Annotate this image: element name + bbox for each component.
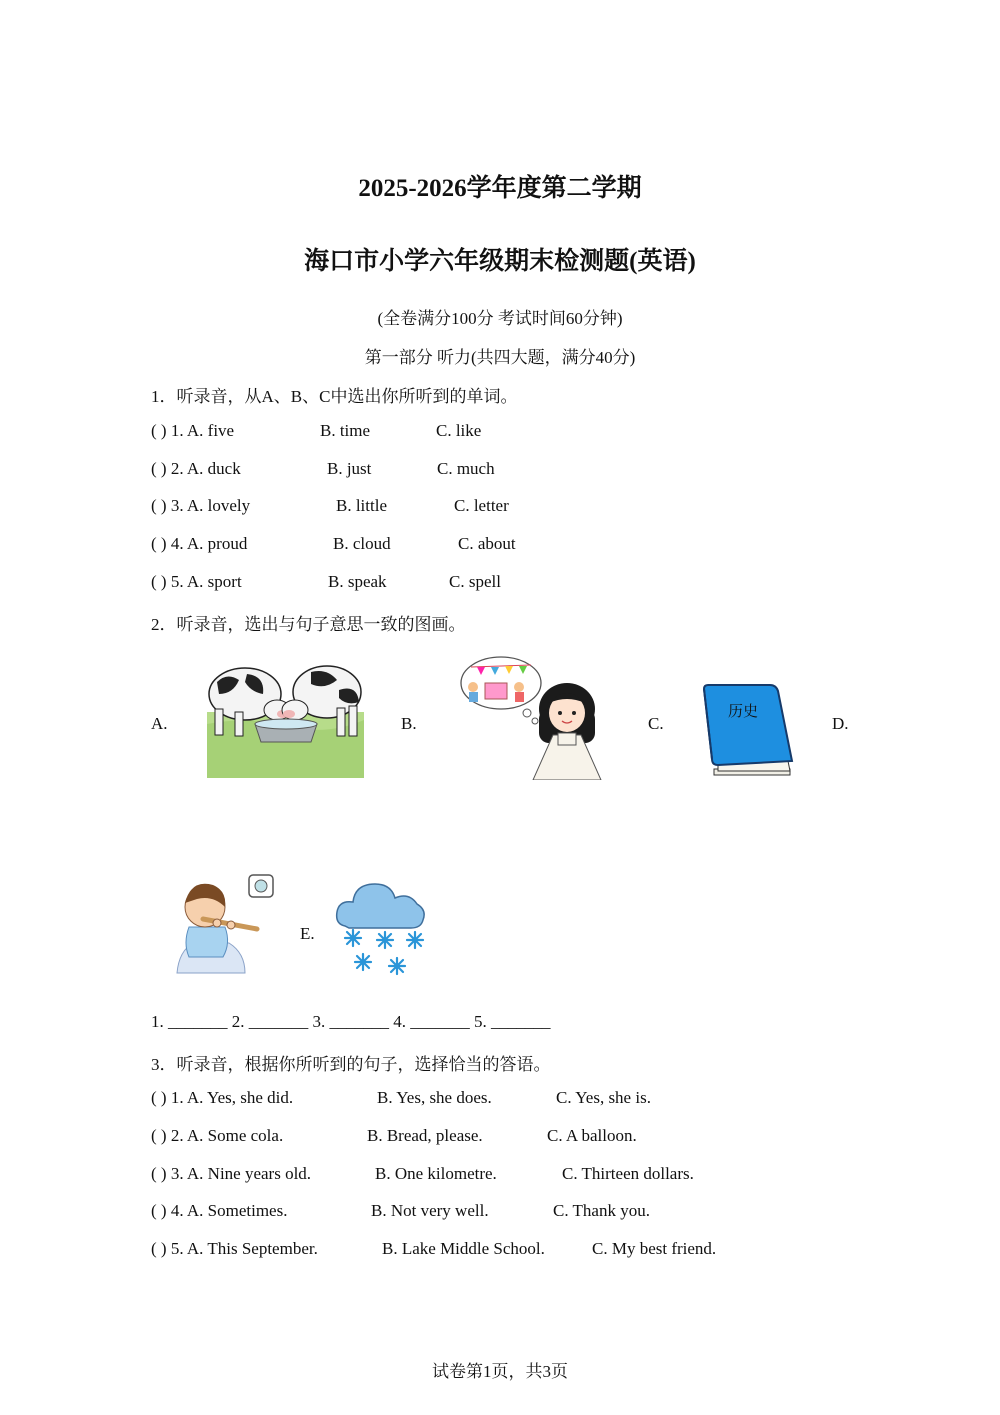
section2-heading: 2．听录音，选出与句子意思一致的图画。: [151, 615, 466, 634]
s1-q5-option-b: B. speak: [328, 572, 387, 591]
picture-label-c: C.: [648, 714, 664, 733]
history-book-picture: [700, 683, 794, 778]
snow-cloud-picture: [335, 876, 428, 976]
s3-q5-option-b: B. Lake Middle School.: [382, 1239, 545, 1258]
s3-q2-option-b: B. Bread, please.: [367, 1126, 483, 1145]
s1-q1-option-b: B. time: [320, 421, 371, 440]
part-one-heading: 第一部分 听力(共四大题，满分40分): [364, 348, 636, 367]
s3-q2-option-a: ( ) 2. A. Some cola.: [151, 1126, 284, 1145]
exam-info: (全卷满分100分 考试时间60分钟): [377, 309, 623, 328]
s3-q5-option-c: C. My best friend.: [592, 1239, 717, 1258]
s3-q3-option-a: ( ) 3. A. Nine years old.: [151, 1164, 312, 1183]
page-footer: 试卷第1页，共3页: [432, 1362, 568, 1381]
s3-q3-option-b: B. One kilometre.: [375, 1164, 497, 1183]
s1-q3-option-b: B. little: [336, 496, 387, 515]
girl-thinking-party-picture: [457, 653, 607, 780]
s3-q4-option-a: ( ) 4. A. Sometimes.: [151, 1201, 288, 1220]
s1-q5-option-c: C. spell: [449, 572, 501, 591]
section1-heading: 1．听录音，从A、B、C中选出你所听到的单词。: [151, 387, 518, 406]
s3-q3-option-c: C. Thirteen dollars.: [562, 1164, 694, 1183]
cows-drinking-picture: [207, 654, 364, 778]
s3-q4-option-c: C. Thank you.: [553, 1201, 650, 1220]
s1-q1-option-c: C. like: [436, 421, 482, 440]
s1-q2-option-b: B. just: [327, 459, 372, 478]
section3-heading: 3．听录音，根据你所听到的句子，选择恰当的答语。: [151, 1055, 551, 1074]
exam-title-subject: 海口市小学六年级期末检测题(英语): [304, 248, 696, 275]
s1-q3-option-a: ( ) 3. A. lovely: [151, 496, 251, 515]
s1-q2-option-c: C. much: [437, 459, 495, 478]
s1-q4-option-b: B. cloud: [333, 534, 391, 553]
s3-q1-option-c: C. Yes, she is.: [556, 1088, 651, 1107]
s1-q2-option-a: ( ) 2. A. duck: [151, 459, 241, 478]
s3-q5-option-a: ( ) 5. A. This September.: [151, 1239, 318, 1258]
picture-label-d: D.: [832, 714, 849, 733]
s3-q1-option-a: ( ) 1. A. Yes, she did.: [151, 1088, 294, 1107]
s1-q1-option-a: ( ) 1. A. five: [151, 421, 235, 440]
picture-label-b: B.: [401, 714, 417, 733]
s3-q2-option-c: C. A balloon.: [547, 1126, 637, 1145]
answer-blanks: 1. _______ 2. _______ 3. _______ 4. _______ 5. _______: [151, 1012, 551, 1031]
s1-q5-option-a: ( ) 5. A. sport: [151, 572, 242, 591]
picture-label-a: A.: [151, 714, 168, 733]
s3-q1-option-b: B. Yes, she does.: [377, 1088, 492, 1107]
s3-q4-option-b: B. Not very well.: [371, 1201, 489, 1220]
boy-playing-flute-picture: [173, 873, 277, 975]
history-book-title: 历史: [728, 702, 759, 720]
exam-title-year: 2025-2026学年度第二学期: [358, 175, 642, 202]
picture-label-e: E.: [300, 924, 315, 943]
s1-q4-option-c: C. about: [458, 534, 516, 553]
s1-q3-option-c: C. letter: [454, 496, 509, 515]
s1-q4-option-a: ( ) 4. A. proud: [151, 534, 248, 553]
